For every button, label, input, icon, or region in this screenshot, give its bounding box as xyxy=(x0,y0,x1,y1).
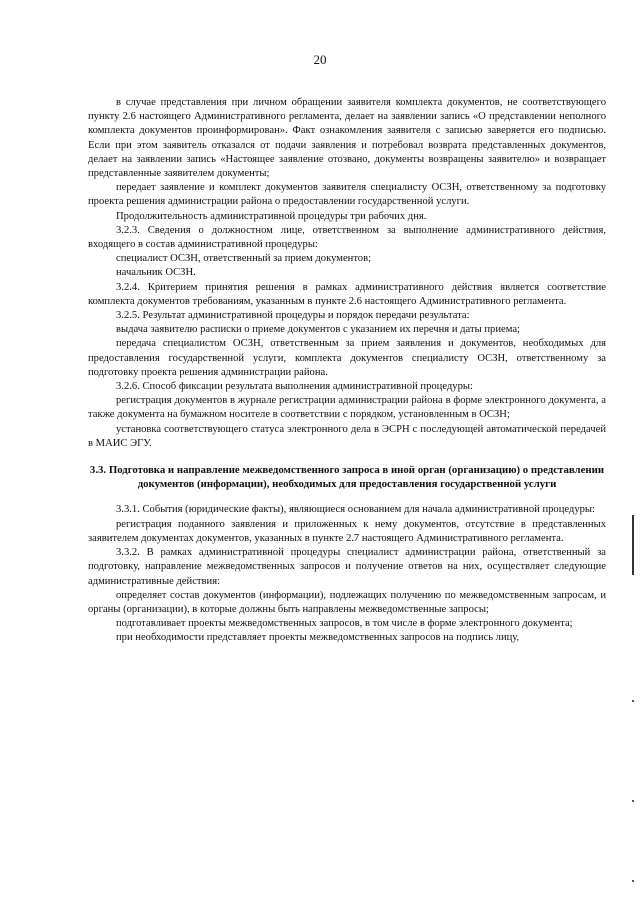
paragraph: выдача заявителю расписки о приеме документов с указанием их перечня и даты приема; xyxy=(116,324,520,336)
paragraph: 3.2.5. Результат административной процедуры и порядок передачи результата: xyxy=(116,310,470,322)
paragraph: 3.3.1. События (юридические факты), являющиеся основанием для начала административной процедуры: xyxy=(116,504,595,516)
scan-edge-dot xyxy=(632,800,634,802)
paragraph: установка соответствующего статуса электронного дела в ЭСРН с последующей автоматической передачей в МАИС ЭГУ. xyxy=(88,423,606,449)
scan-edge-dot xyxy=(632,880,634,882)
paragraph: 3.2.6. Способ фиксации результата выполнения административной процедуры: xyxy=(116,381,473,393)
paragraph: в случае представления при личном обращении заявителя комплекта документов, не соответствующего пункту 2.6 настоящего Административного регламента, делает на заявлении запись «О представлении неполного комплекта документов проинформирован». Факт ознакомления заявителя с записью заверяется его подписью. Если при этом заявитель отказался от подачи заявления и потребовал возврата представленных документов, делает на заявлении запись «Настоящее заявление отозвано, документы возвращены заявителю» и возвращает представленные заявителем документы; xyxy=(88,97,606,180)
paragraph: регистрация поданного заявления и приложенных к нему документов, отсутствие в представленных заявителем документах документов, указанных в пункте 2.7 настоящего Административного регламента. xyxy=(88,518,606,544)
paragraph: специалист ОСЗН, ответственный за прием документов; xyxy=(116,253,372,265)
paragraph: регистрация документов в журнале регистрации администрации района в форме электронного документа, а также документа на бумажном носителе в соответствии с порядком, установленным в ОСЗН; xyxy=(88,395,606,421)
scan-edge-mark xyxy=(632,515,634,575)
paragraph: передача специалистом ОСЗН, ответственным за прием заявления и документов, необходимых для предоставления государственной услуги, комплекта документов специалисту ОСЗН, ответственному за подготовку проекта решения администрации района. xyxy=(88,338,606,378)
paragraph: 3.3.2. В рамках административной процедуры специалист администрации района, ответственный за подготовку, направление межведомственных запросов и получение ответов на них, осуществляет следующие административные действия: xyxy=(88,547,606,587)
paragraph: 3.2.3. Сведения о должностном лице, ответственном за выполнение административного действия, входящего в состав административной процедуры: xyxy=(88,224,606,251)
paragraph: при необходимости представляет проекты межведомственных запросов на подпись лицу, xyxy=(116,632,520,644)
section-heading: 3.3. Подготовка и направление межведомственного запроса в иной орган (организацию) о представлении документов (информации), необходимых для предоставления государственной услуги xyxy=(89,464,605,491)
paragraph: передает заявление и комплект документов заявителя специалисту ОСЗН, ответственному за подготовку проекта решения администрации района о предоставлении государственной услуги. xyxy=(88,182,606,208)
scan-edge-dot xyxy=(632,700,634,702)
paragraph: определяет состав документов (информации), подлежащих получению по межведомственным запросам, и органы (организации), в которые должны быть направлены межведомственные запросы; xyxy=(88,589,606,615)
paragraph: 3.2.4. Критерием принятия решения в рамках административного действия является соответствие комплекта документов требованиям, указанным в пункте 2.6 настоящего Административного регламента. xyxy=(88,281,606,307)
paragraph: подготавливает проекты межведомственных запросов, в том числе в форме электронного документа; xyxy=(116,618,573,630)
paragraph: начальник ОСЗН. xyxy=(116,267,196,279)
document-body xyxy=(88,96,606,646)
paragraph: Продолжительность административной процедуры три рабочих дня. xyxy=(116,210,427,222)
page-number: 20 xyxy=(313,52,327,67)
